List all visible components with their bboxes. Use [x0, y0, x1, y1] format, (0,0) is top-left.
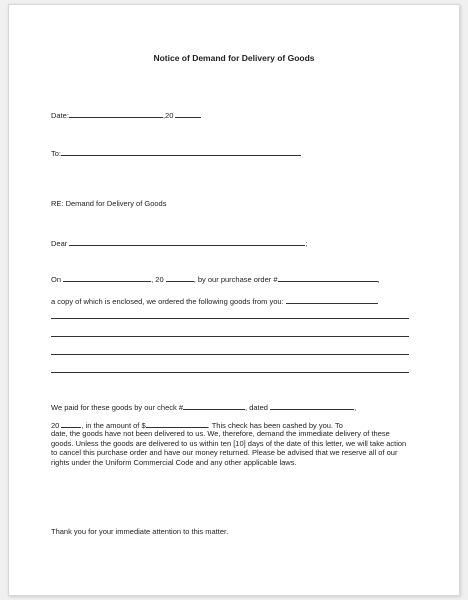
- goods-line-2[interactable]: [51, 336, 409, 337]
- amount-year-blank[interactable]: [61, 419, 81, 428]
- amount-rest: . This check has been cashed by you. To: [207, 421, 343, 430]
- document-title: Notice of Demand for Delivery of Goods: [153, 53, 315, 63]
- on-year-blank[interactable]: [166, 273, 194, 282]
- body-paragraph: date, the goods have not been delivered to us. We, therefore, demand the immediate delivery of these goods. Unless the goods are delivered to us within ten [10] days of the date of this letter, we will take action to cancel this purchase order and have our money returned. Please be advised that we reserve all of our rights under the Uniform Commercial Code and any other applicable laws.: [51, 429, 407, 467]
- check-number-blank[interactable]: [183, 401, 245, 410]
- check-date-blank[interactable]: [270, 401, 357, 412]
- seller-blank[interactable]: [286, 295, 378, 304]
- date-line: [51, 109, 201, 120]
- paid-text: We paid for these goods by our check #: [51, 403, 184, 412]
- on-year-label: , 20: [151, 275, 164, 284]
- order-number-blank[interactable]: [278, 273, 378, 282]
- date-label: Date:: [51, 111, 69, 120]
- copy-line: [51, 295, 378, 306]
- paid-dated: , dated: [245, 403, 268, 412]
- dear-label: Dear: [51, 239, 68, 248]
- copy-text: a copy of which is enclosed, we ordered the following goods from you:: [51, 297, 284, 306]
- paid-line: [51, 401, 356, 412]
- on-end: ,: [377, 275, 380, 284]
- amount-year: 20: [51, 421, 60, 430]
- re-line: RE: Demand for Delivery of Goods: [51, 199, 167, 208]
- date-year-blank[interactable]: [175, 109, 201, 118]
- goods-line-4[interactable]: [51, 372, 409, 373]
- on-line: [51, 273, 380, 284]
- closing-line: Thank you for your immediate attention to this matter.: [51, 527, 229, 536]
- amount-text: , in the amount of $: [81, 421, 146, 430]
- to-line: [51, 147, 301, 158]
- paid-end: ,: [354, 403, 357, 412]
- dear-blank[interactable]: [69, 237, 308, 248]
- date-blank[interactable]: [69, 109, 163, 118]
- dear-line: [51, 237, 307, 248]
- on-order-label: , by our purchase order #: [193, 275, 278, 284]
- goods-line-1[interactable]: [51, 318, 409, 319]
- on-label: On: [51, 275, 62, 284]
- to-label: To:: [51, 149, 62, 158]
- goods-line-3[interactable]: [51, 354, 409, 355]
- document-page: [8, 4, 460, 596]
- date-year-prefix: ,20: [162, 111, 174, 120]
- dear-end: ;: [305, 239, 308, 248]
- amount-blank[interactable]: [146, 419, 208, 428]
- on-date-blank[interactable]: [63, 273, 151, 282]
- to-blank[interactable]: [61, 147, 301, 156]
